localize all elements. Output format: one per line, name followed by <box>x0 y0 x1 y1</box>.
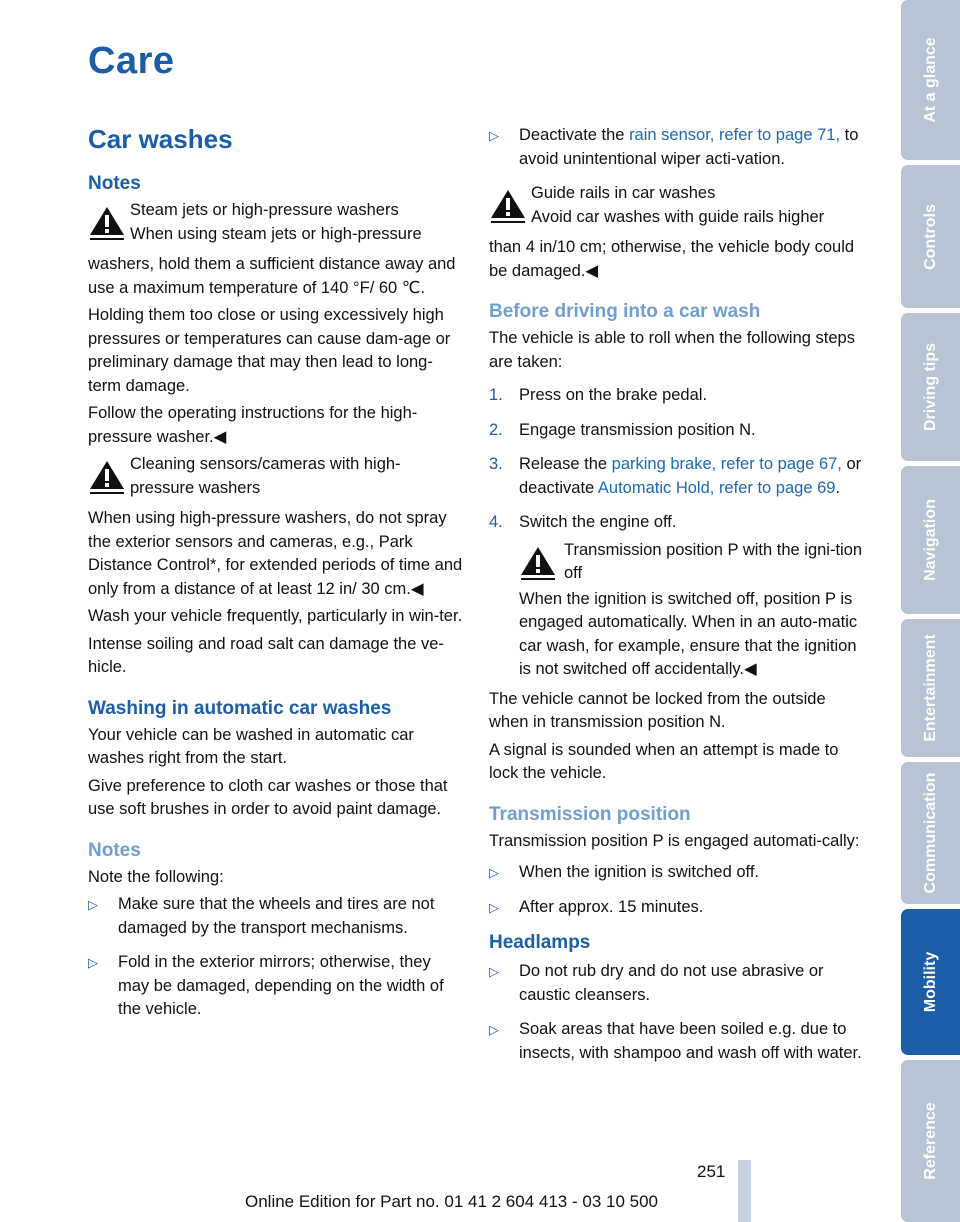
tab-reference[interactable]: Reference <box>901 1060 960 1222</box>
list-item: ▷ Soak areas that have been soiled e.g. due to insects, with shampoo and wash off with water. <box>489 1020 862 1062</box>
paragraph: A signal is sounded when an attempt is made to lock the vehicle. <box>489 740 839 782</box>
warning-body: When using high-pressure washers, do not spray the exterior sensors and cameras, e.g., Park Distance Control*, for extended periods of time and only from a distance of at least 12 in/ 30 cm.◀ <box>88 509 463 598</box>
warning-body: washers, hold them a sufficient distance away and use a maximum temperature of 140 °F/ 60 ℃. <box>88 255 456 297</box>
tab-entertainment[interactable]: Entertainment <box>901 619 960 757</box>
warning-first-line: Avoid car washes with guide rails higher <box>531 207 825 226</box>
paragraph: The vehicle cannot be locked from the outside when in transmission position N. <box>489 689 826 731</box>
bullet-marker-icon: ▷ <box>88 897 98 912</box>
paragraph: Note the following: <box>88 867 224 886</box>
warning-steam-jets <box>88 199 464 249</box>
page-marker-bar <box>738 1160 751 1222</box>
bullet-marker-icon: ▷ <box>489 899 499 915</box>
list-item: ▷ Fold in the exterior mirrors; otherwise, they may be damaged, depending on the width of the vehicle. <box>88 953 444 1018</box>
warning-cleaning-sensors <box>88 453 464 503</box>
link-parking-brake[interactable]: parking brake, refer to page 67, <box>611 455 842 473</box>
warning-icon <box>88 459 126 495</box>
link-automatic-hold[interactable]: Automatic Hold, refer to page 69 <box>597 478 836 497</box>
warning-first-line: When using steam jets or high-pressure <box>130 224 422 243</box>
page-number: 251 <box>697 1162 726 1181</box>
heading-transmission-position: Transmission position <box>489 803 691 825</box>
bullet-list <box>489 124 863 171</box>
list-item: 1. Press on the brake pedal. <box>489 386 708 404</box>
bullet-marker-icon: ▷ <box>489 865 499 880</box>
warning-body: than 4 in/10 cm; otherwise, the vehicle body could be damaged.◀ <box>489 238 855 280</box>
bullet-marker-icon: ▷ <box>88 955 98 970</box>
warning-icon <box>489 188 527 224</box>
paragraph: Follow the operating instructions for the high-pressure washer.◀ <box>88 404 418 446</box>
warning-icon <box>88 205 126 241</box>
tab-driving-tips[interactable]: Driving tips <box>901 313 960 461</box>
tab-communication[interactable]: Communication <box>901 762 960 904</box>
heading-automatic-car-washes: Washing in automatic car washes <box>88 697 392 719</box>
paragraph: Give preference to cloth car washes or those that use soft brushes in order to avoid paint damage. <box>88 776 448 818</box>
tab-at-a-glance[interactable]: At a glance <box>901 0 960 160</box>
warning-icon <box>519 545 557 581</box>
bullet-marker-icon: ▷ <box>489 128 499 143</box>
list-item: 3. Release the parking brake, refer to page 67, or deactivate Automatic Hold, refer to page 69. <box>489 455 862 497</box>
warning-title: Transmission position P with the igni-tion off <box>564 540 863 582</box>
warning-guide-rails <box>489 182 863 232</box>
page-title: Care <box>88 40 175 82</box>
tab-controls[interactable]: Controls <box>901 165 960 308</box>
bullet-list <box>88 893 464 1022</box>
bullet-marker-icon: ▷ <box>489 964 499 979</box>
bullet-marker-icon: ▷ <box>489 1022 499 1037</box>
heading-headlamps: Headlamps <box>489 932 591 953</box>
list-item: ▷ After approx. 15 minutes. <box>489 896 863 920</box>
tab-navigation[interactable]: Navigation <box>901 466 960 614</box>
paragraph: The vehicle is able to roll when the following steps are taken: <box>489 329 855 371</box>
numbered-list <box>489 384 863 535</box>
paragraph: Holding them too close or using excessively high pressures or temperatures can cause dam-age or preliminary damage that may then lead to long-term damage. <box>88 306 451 395</box>
warning-body: When the ignition is switched off, position P is engaged automatically. When in an auto-matic car wash, for example, ensure that the ignition is not switched off accidentally.◀ <box>519 589 858 678</box>
list-item: ▷ Make sure that the wheels and tires are not damaged by the transport mechanisms. <box>88 895 435 937</box>
list-item: ▷ Do not rub dry and do not use abrasive or caustic cleansers. <box>489 962 824 1004</box>
heading-notes-2: Notes <box>88 839 141 861</box>
footer: Online Edition for Part no. 01 41 2 604 413 - 03 10 500 <box>244 1192 658 1211</box>
paragraph: Your vehicle can be washed in automatic car washes right from the start. <box>88 725 414 767</box>
paragraph: Transmission position P is engaged automati-cally: <box>489 831 860 850</box>
section-title-car-washes: Car washes <box>88 124 233 154</box>
link-rain-sensor[interactable]: rain sensor, refer to page 71, <box>629 126 841 144</box>
list-item: ▷ When the ignition is switched off. <box>489 861 863 885</box>
paragraph: Intense soiling and road salt can damage the ve-hicle. <box>88 634 444 676</box>
warning-title: Steam jets or high-pressure washers <box>130 201 399 219</box>
heading-before-car-wash: Before driving into a car wash <box>489 301 761 322</box>
tab-mobility[interactable]: Mobility <box>901 909 960 1055</box>
bullet-list <box>489 861 863 919</box>
warning-title: Cleaning sensors/cameras with high-pressure washers <box>130 455 401 497</box>
left-column <box>88 118 464 1033</box>
warning-title: Guide rails in car washes <box>531 184 716 202</box>
warning-transmission-p <box>519 539 863 586</box>
list-item: 2. Engage transmission position N. <box>489 420 756 439</box>
right-column <box>489 118 863 1076</box>
list-item: 4. Switch the engine off. <box>489 513 677 531</box>
paragraph: Wash your vehicle frequently, particularly in win-ter. <box>88 607 463 625</box>
list-item: ▷ Deactivate the rain sensor, refer to page 71, to avoid unintentional wiper acti-vation. <box>489 126 859 168</box>
bullet-list <box>489 960 863 1065</box>
side-navigation <box>901 0 960 1222</box>
heading-notes: Notes <box>88 173 141 194</box>
